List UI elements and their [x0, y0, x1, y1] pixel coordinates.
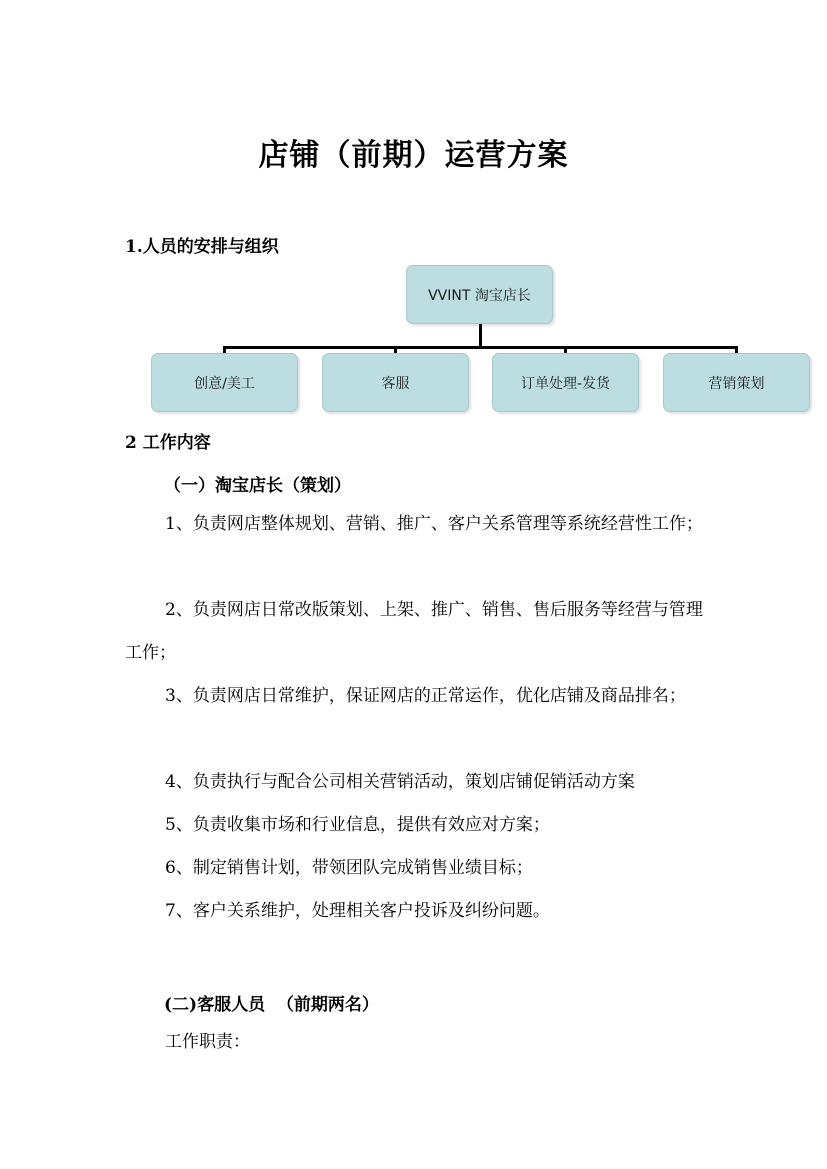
- duties-label: 工作职责：: [165, 1032, 250, 1052]
- org-connector-vertical-root: [479, 324, 482, 347]
- duty-item-5: 5、负责收集市场和行业信息，提供有效应对方案；: [165, 815, 550, 835]
- section-1-heading: 1.人员的安排与组织: [125, 237, 279, 257]
- duty-item-1: 1、负责网店整体规划、营销、推广、客户关系管理等系统经营性工作；: [165, 514, 703, 534]
- org-connector-horizontal: [223, 346, 738, 349]
- duty-item-7: 7、客户关系维护，处理相关客户投诉及纠纷问题。: [165, 901, 550, 921]
- org-child-box-orders: 订单处理-发货: [492, 353, 639, 412]
- subsection-2-heading: (二)客服人员 （前期两名）: [164, 995, 379, 1015]
- org-child-box-design: 创意/美工: [151, 353, 298, 412]
- duty-item-3: 3、负责网店日常维护，保证网店的正常运作，优化店铺及商品排名；: [165, 686, 686, 706]
- duty-item-2: 2、负责网店日常改版策划、上架、推广、销售、售后服务等经营与管理工作；: [125, 600, 703, 663]
- duty-item-4: 4、负责执行与配合公司相关营销活动，策划店铺促销活动方案: [165, 772, 635, 792]
- duty-item-6: 6、制定销售计划，带领团队完成销售业绩目标；: [165, 858, 533, 878]
- document-title: 店铺（前期）运营方案: [258, 138, 569, 173]
- subsection-1-heading: （一）淘宝店长（策划）: [164, 476, 351, 496]
- org-root-box: VVINT 淘宝店长: [406, 265, 553, 324]
- org-child-box-marketing: 营销策划: [663, 353, 810, 412]
- org-child-box-service: 客服: [322, 353, 469, 412]
- section-2-heading: 2 工作内容: [125, 433, 211, 453]
